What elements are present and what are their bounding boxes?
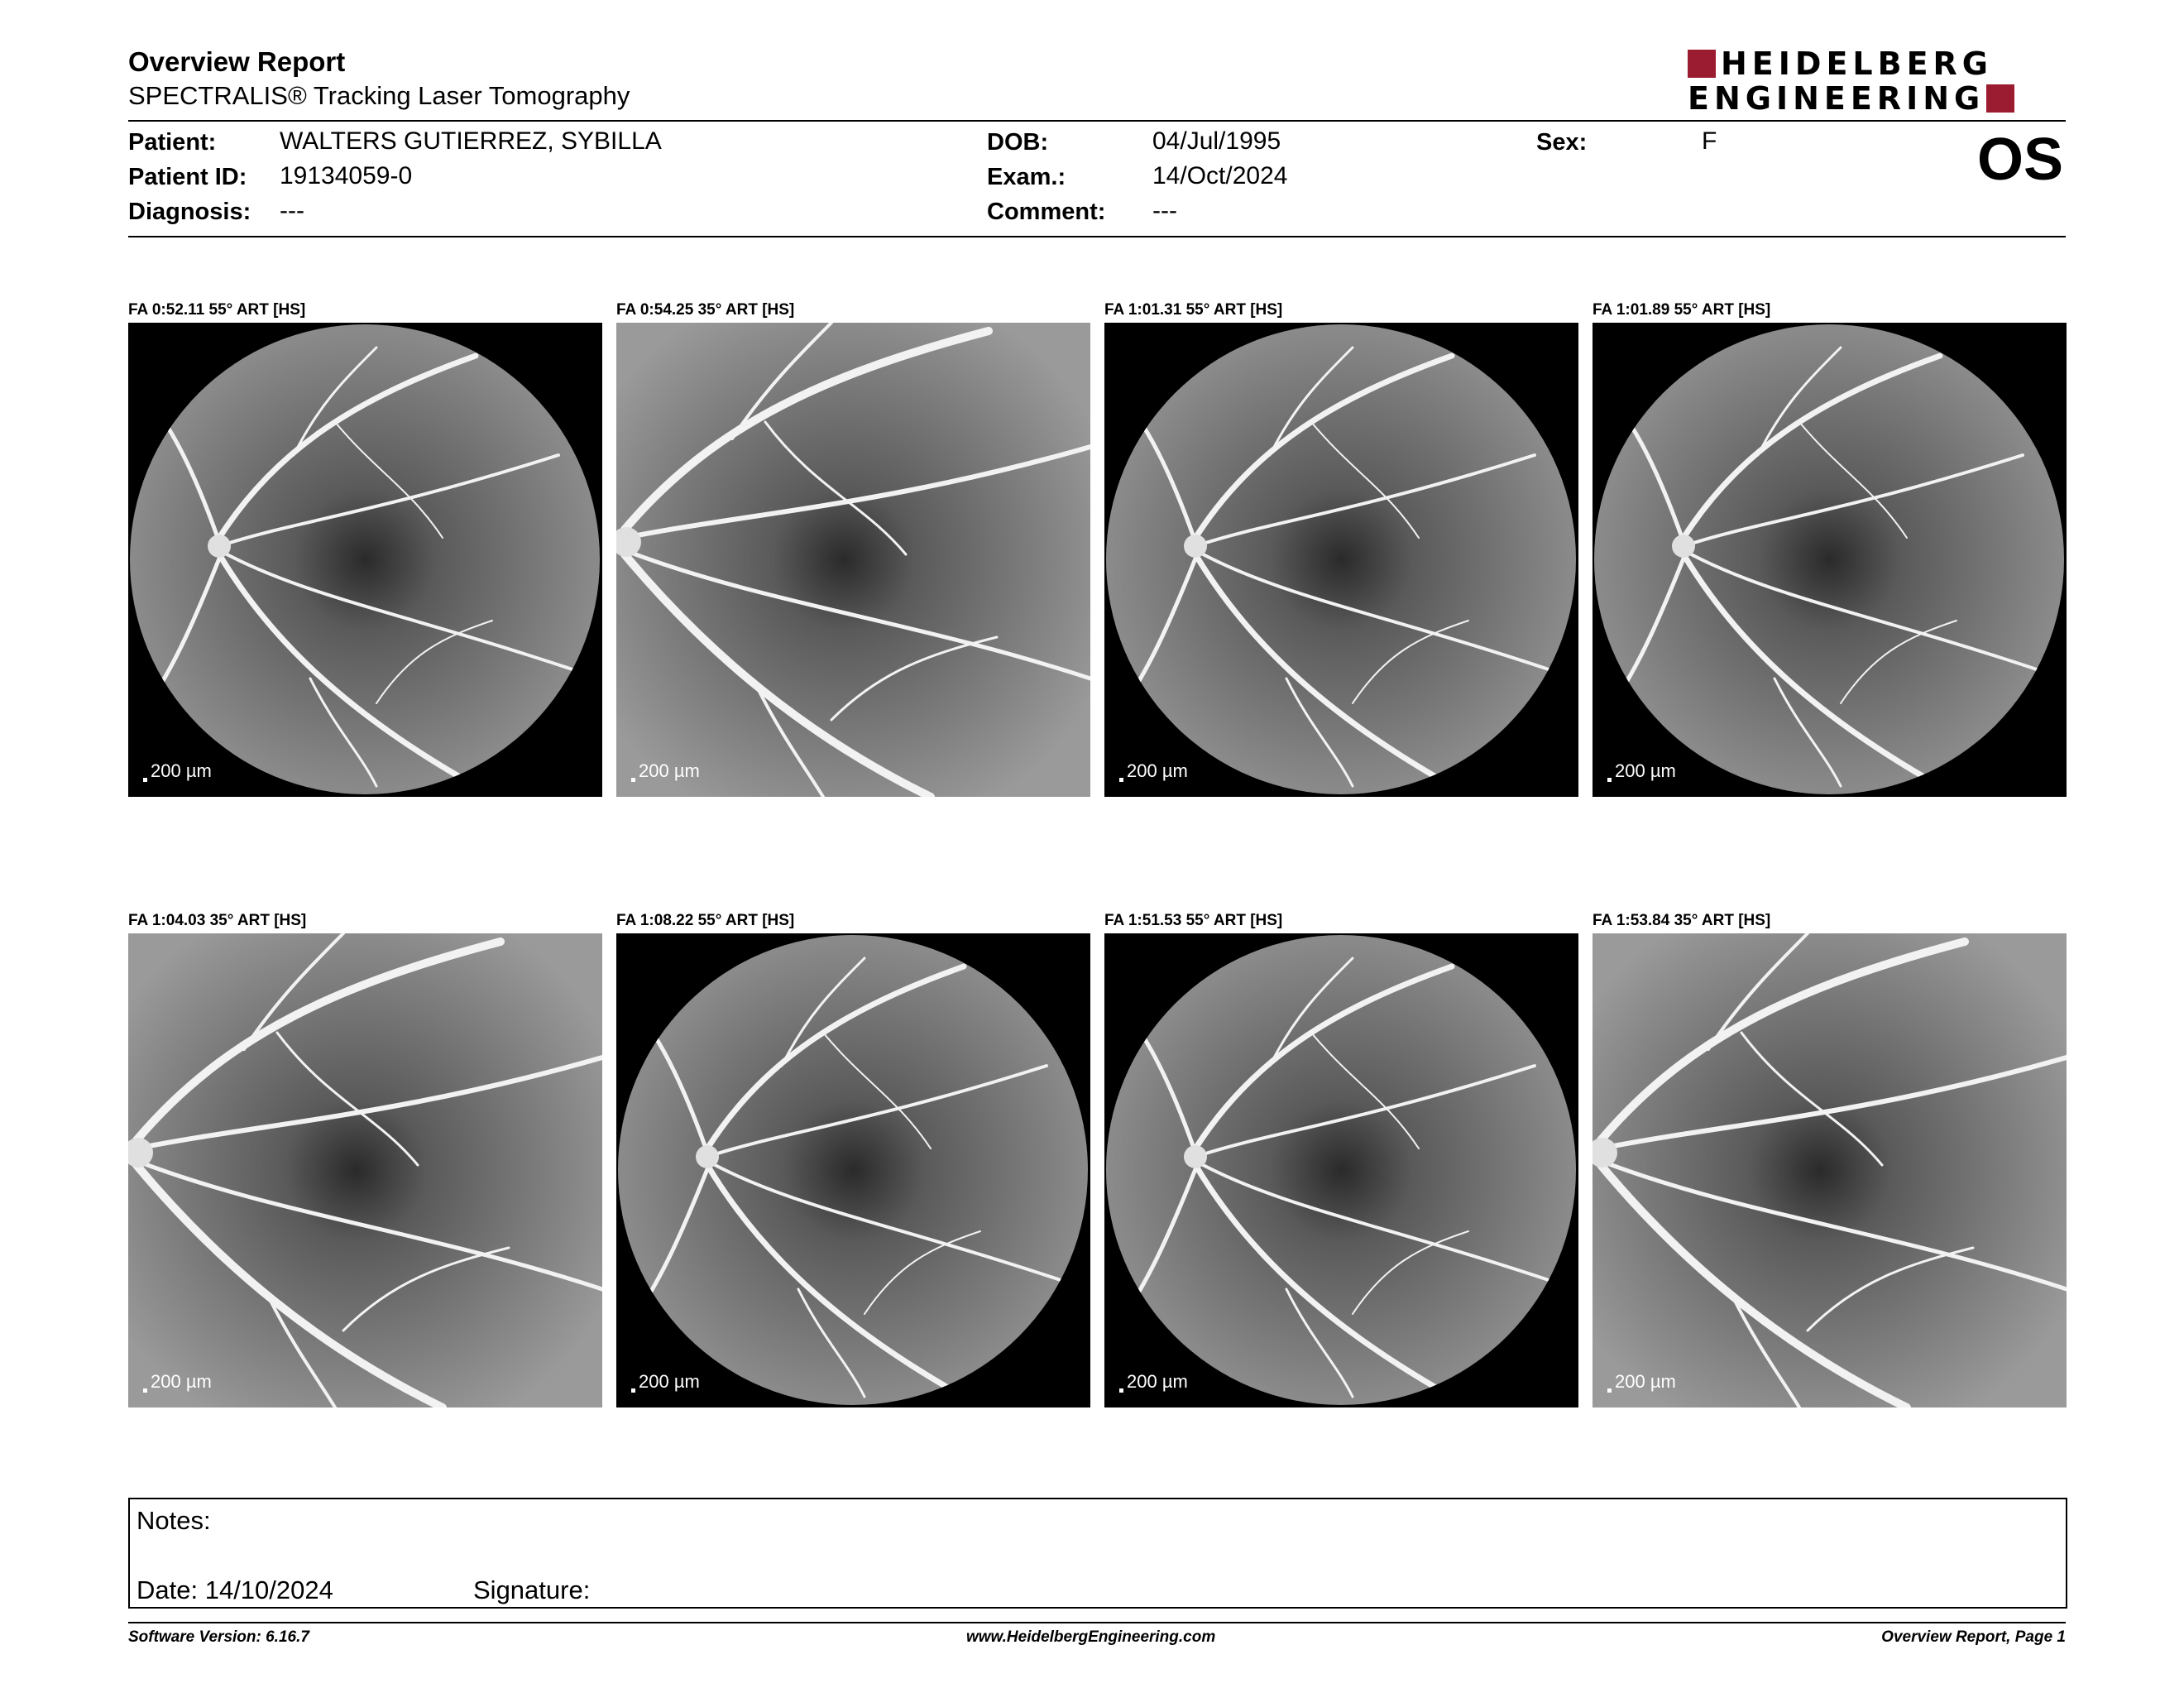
scale-label: 200 µm — [1615, 1371, 1676, 1392]
page-indicator: Overview Report, Page 1 — [1881, 1628, 2066, 1646]
scale-bar — [143, 760, 212, 782]
notes-box[interactable] — [128, 1498, 2067, 1609]
image-caption: FA 1:01.31 55° ART [HS] — [1104, 301, 1283, 319]
fundus-svg — [1104, 323, 1578, 797]
image-caption: FA 1:04.03 35° ART [HS] — [128, 912, 307, 929]
fundus-image-tile[interactable] — [128, 912, 602, 1408]
scale-label: 200 µm — [1127, 1371, 1188, 1392]
logo-square-icon — [1688, 50, 1716, 78]
image-caption: FA 0:52.11 55° ART [HS] — [128, 301, 306, 319]
dob-value: 04/Jul/1995 — [1152, 127, 1281, 155]
patient-id: 19134059-0 — [280, 162, 413, 189]
exam-value: 14/Oct/2024 — [1152, 162, 1288, 189]
patient-label: Patient: — [128, 129, 217, 156]
date-label: Date: 14/10/2024 — [136, 1575, 333, 1604]
diagnosis-label: Diagnosis: — [128, 199, 251, 225]
exam-label: Exam.: — [987, 164, 1066, 190]
comment-value: --- — [1152, 197, 1177, 224]
scale-label: 200 µm — [1615, 760, 1676, 781]
scale-bar-icon — [143, 1388, 147, 1393]
diagnosis-value: --- — [280, 197, 304, 224]
header-divider — [128, 120, 2066, 122]
scale-label: 200 µm — [151, 1371, 212, 1392]
fundus-image-tile[interactable] — [1104, 912, 1578, 1408]
scale-label: 200 µm — [1127, 760, 1188, 781]
fundus-svg — [128, 323, 602, 797]
angiogram-image — [128, 323, 602, 797]
angiogram-image — [1592, 933, 2067, 1407]
logo-top-row — [1688, 46, 2068, 82]
scale-bar — [1119, 760, 1188, 782]
angiogram-image — [1104, 933, 1578, 1407]
sex-value: F — [1702, 127, 1717, 155]
scale-bar-icon — [1119, 1388, 1123, 1393]
scale-bar — [631, 760, 700, 782]
fundus-image-tile[interactable] — [616, 912, 1090, 1408]
footer-divider — [128, 1622, 2066, 1623]
angiogram-image — [616, 933, 1090, 1407]
scale-bar-icon — [631, 778, 635, 782]
scale-label: 200 µm — [639, 760, 700, 781]
scale-bar-icon — [631, 1388, 635, 1393]
scale-label: 200 µm — [639, 1371, 700, 1392]
logo-square-icon — [1986, 84, 2014, 113]
fundus-svg — [616, 933, 1090, 1407]
scale-bar — [631, 1371, 700, 1393]
fundus-image-tile[interactable] — [616, 301, 1090, 798]
fundus-image-tile[interactable] — [1592, 301, 2067, 798]
scale-bar — [1607, 1371, 1676, 1393]
eye-indicator: OS — [1977, 127, 2064, 193]
logo-bottom-row — [1688, 80, 2068, 117]
heidelberg-logo — [1688, 46, 2068, 117]
scale-bar-icon — [1119, 778, 1123, 782]
patient-id-label: Patient ID: — [128, 164, 247, 190]
scale-bar-icon — [1607, 778, 1612, 782]
fundus-svg — [1592, 323, 2067, 797]
fundus-svg — [1104, 933, 1578, 1407]
notes-label: Notes: — [136, 1506, 211, 1535]
fundus-svg — [128, 933, 602, 1407]
fundus-image-tile[interactable] — [128, 301, 602, 798]
angiogram-image — [1104, 323, 1578, 797]
image-caption: FA 1:01.89 55° ART [HS] — [1592, 301, 1771, 319]
logo-word-1: HEIDELBERG — [1721, 46, 1993, 82]
angiogram-image — [128, 933, 602, 1407]
signature-label: Signature: — [473, 1575, 591, 1604]
scale-bar-icon — [1607, 1388, 1612, 1393]
image-caption: FA 1:51.53 55° ART [HS] — [1104, 912, 1283, 929]
report-title: Overview Report — [128, 46, 346, 77]
info-divider — [128, 236, 2066, 237]
fundus-image-tile[interactable] — [1592, 912, 2067, 1408]
scale-bar-icon — [143, 778, 147, 782]
angiogram-image — [616, 323, 1090, 797]
logo-word-2: ENGINEERING — [1688, 80, 1985, 117]
report-subtitle: SPECTRALIS® Tracking Laser Tomography — [128, 81, 630, 110]
image-caption: FA 0:54.25 35° ART [HS] — [616, 301, 795, 319]
image-caption: FA 1:08.22 55° ART [HS] — [616, 912, 795, 929]
sex-label: Sex: — [1536, 129, 1588, 156]
angiogram-image — [1592, 323, 2067, 797]
scale-label: 200 µm — [151, 760, 212, 781]
image-caption: FA 1:53.84 35° ART [HS] — [1592, 912, 1771, 929]
patient-name: WALTERS GUTIERREZ, SYBILLA — [280, 127, 662, 155]
fundus-svg — [616, 323, 1090, 797]
fundus-svg — [1592, 933, 2067, 1407]
fundus-image-tile[interactable] — [1104, 301, 1578, 798]
dob-label: DOB: — [987, 129, 1049, 156]
website-link[interactable]: www.HeidelbergEngineering.com — [966, 1628, 1216, 1646]
software-version: Software Version: 6.16.7 — [128, 1628, 309, 1646]
scale-bar — [1119, 1371, 1188, 1393]
comment-label: Comment: — [987, 199, 1106, 225]
scale-bar — [1607, 760, 1676, 782]
scale-bar — [143, 1371, 212, 1393]
